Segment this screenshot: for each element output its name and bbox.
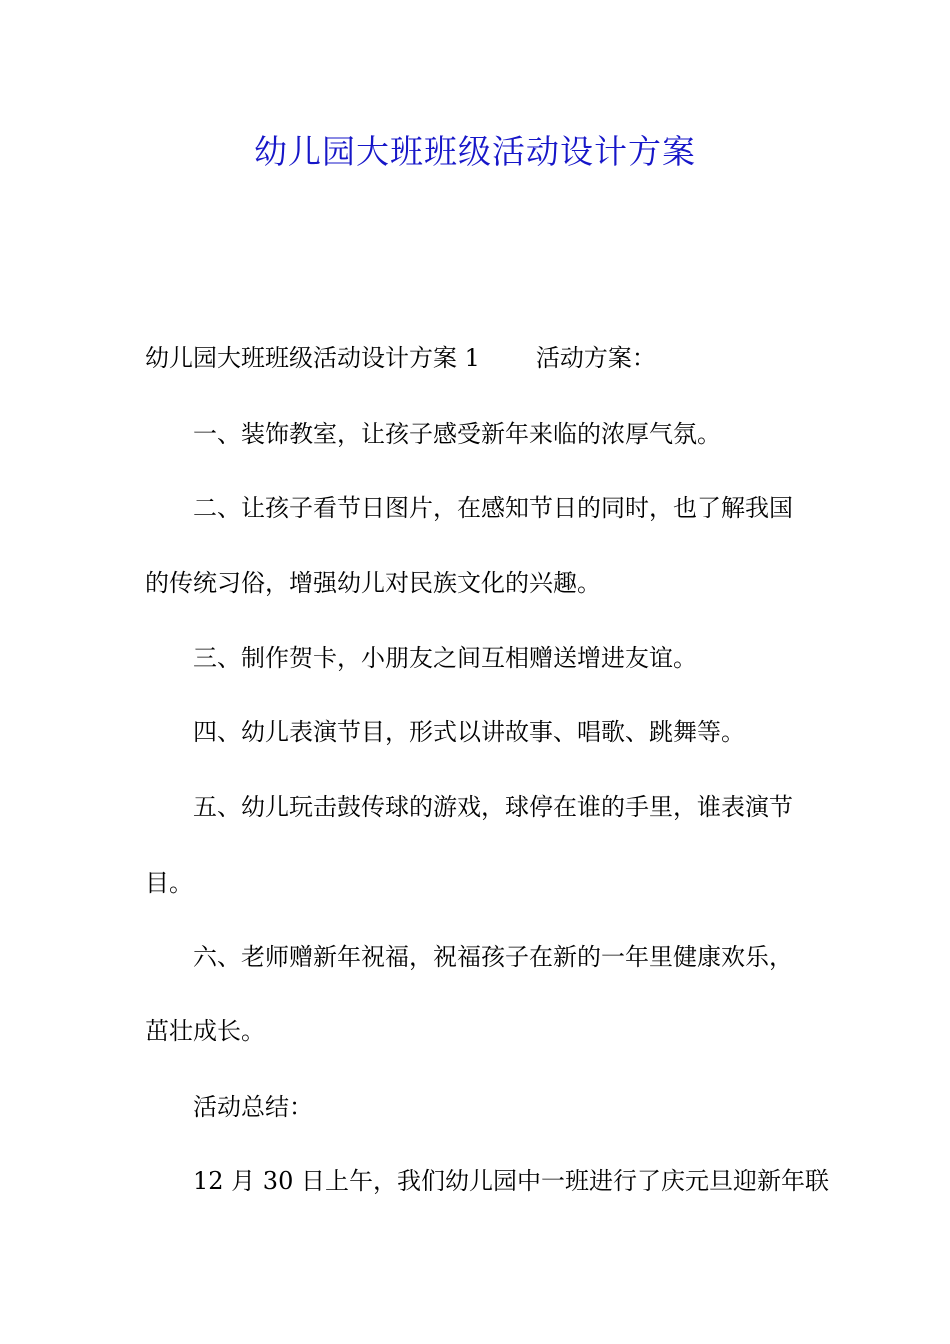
paragraph-line: 六、老师赠新年祝福，祝福孩子在新的一年里健康欢乐，	[193, 943, 793, 971]
paragraph-line: 目。	[145, 869, 193, 897]
paragraph-line: 二、让孩子看节日图片，在感知节日的同时，也了解我国	[193, 494, 793, 522]
document-title: 幼儿园大班班级活动设计方案	[254, 132, 696, 171]
section-heading	[145, 341, 815, 375]
paragraph-line: 三、制作贺卡，小朋友之间互相赠送增进友谊。	[193, 644, 697, 672]
paragraph-line: 四、幼儿表演节目，形式以讲故事、唱歌、跳舞等。	[193, 718, 745, 746]
paragraph-line: 12 月 30 日上午，我们幼儿园中一班进行了庆元旦迎新年联	[193, 1167, 829, 1195]
paragraph-line: 的传统习俗，增强幼儿对民族文化的兴趣。	[145, 569, 601, 597]
paragraph-line: 茁壮成长。	[145, 1017, 265, 1045]
paragraph-line: 一、装饰教室，让孩子感受新年来临的浓厚气氛。	[193, 420, 721, 448]
section-title: 幼儿园大班班级活动设计方案 1	[145, 344, 480, 372]
paragraph-line: 活动总结：	[193, 1093, 313, 1121]
paragraph-line: 五、幼儿玩击鼓传球的游戏，球停在谁的手里，谁表演节	[193, 793, 793, 821]
section-subtitle: 活动方案：	[535, 344, 656, 372]
